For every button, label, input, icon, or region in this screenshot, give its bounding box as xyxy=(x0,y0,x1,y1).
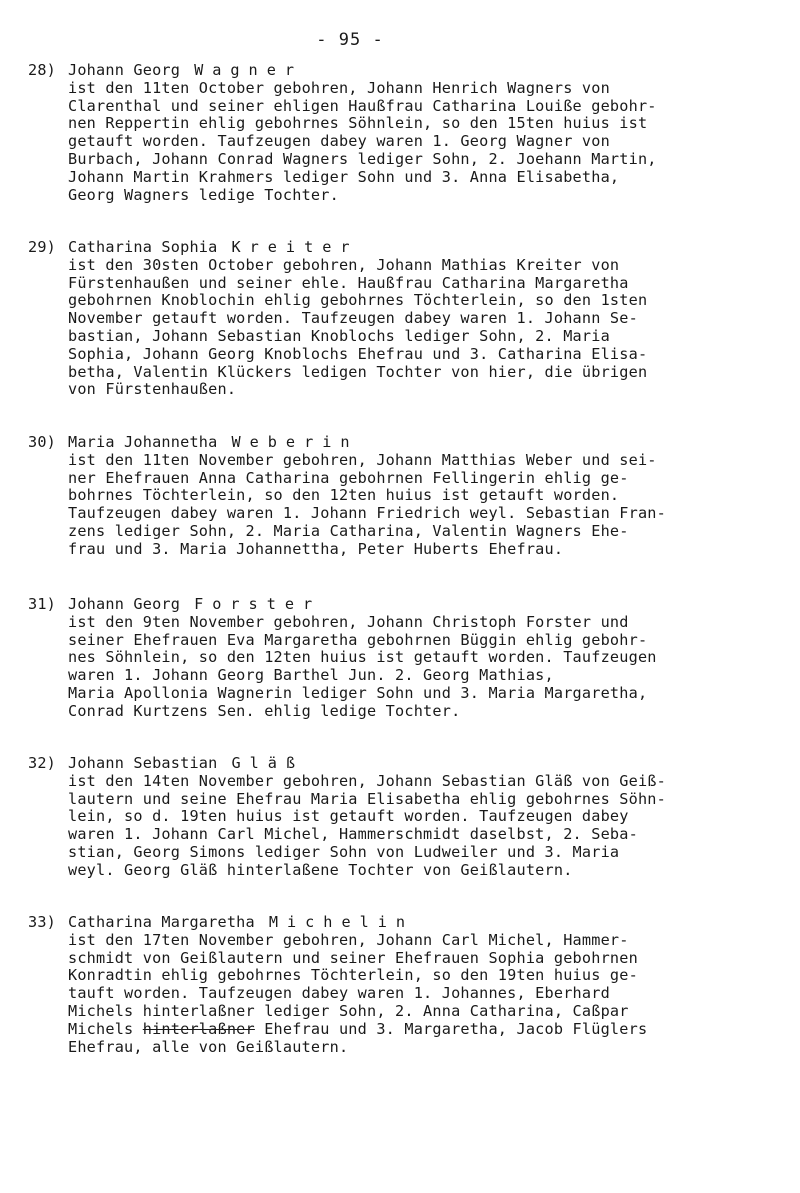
entry-heading xyxy=(28,914,788,932)
entry-line-with-strikethrough xyxy=(68,1021,788,1039)
entry-line: tauft worden. Taufzeugen dabey waren 1. Johannes, Eberhard xyxy=(68,984,610,1003)
entry-line: getauft worden. Taufzeugen dabey waren 1. Georg Wagner von xyxy=(68,132,610,151)
line-text: Michels xyxy=(68,1019,143,1038)
entry-given-names: Catharina Margaretha xyxy=(68,913,255,931)
entry-line: Maria Apollonia Wagnerin lediger Sohn und 3. Maria Margaretha, xyxy=(68,683,648,702)
entry-line: Clarenthal und seiner ehligen Haußfrau Catharina Louiße gebohr- xyxy=(68,96,657,115)
entry-line: ist den 11ten October gebohren, Johann Henrich Wagners von xyxy=(68,78,610,97)
entry-surname: Forster xyxy=(194,595,322,613)
entry-heading xyxy=(28,755,788,773)
entry-line: ist den 9ten November gebohren, Johann Christoph Forster und xyxy=(68,612,629,631)
baptism-entry xyxy=(28,239,788,399)
entry-body xyxy=(68,257,788,399)
entry-line: Sophia, Johann Georg Knoblochs Ehefrau und 3. Catharina Elisa- xyxy=(68,344,648,363)
entry-line: stian, Georg Simons lediger Sohn von Ludweiler und 3. Maria xyxy=(68,842,620,861)
entry-number: 29) xyxy=(28,238,57,256)
entry-line: ist den 30sten October gebohren, Johann Mathias Kreiter von xyxy=(68,255,620,274)
entry-line: lein, so d. 19ten huius ist getauft worden. Taufzeugen dabey xyxy=(68,807,629,826)
entry-number: 28) xyxy=(28,61,57,79)
entry-line: Georg Wagners ledige Tochter. xyxy=(68,185,339,204)
entry-body xyxy=(68,614,788,721)
entry-line: gebohrnen Knoblochin ehlig gebohrnes Töchterlein, so den 1sten xyxy=(68,291,648,310)
entry-number: 30) xyxy=(28,433,57,451)
entry-surname: Weberin xyxy=(231,433,359,451)
entry-surname: Wagner xyxy=(194,61,303,79)
entry-heading xyxy=(28,434,788,452)
entry-line: bastian, Johann Sebastian Knoblochs lediger Sohn, 2. Maria xyxy=(68,326,610,345)
entry-line: Conrad Kurtzens Sen. ehlig ledige Tochter. xyxy=(68,701,461,720)
entry-line: von Fürstenhaußen. xyxy=(68,380,237,399)
entry-line: November getauft worden. Taufzeugen dabey waren 1. Johann Se- xyxy=(68,309,638,328)
entry-line: Ehefrau, alle von Geißlautern. xyxy=(68,1037,349,1056)
entry-line: zens lediger Sohn, 2. Maria Catharina, Valentin Wagners Ehe- xyxy=(68,521,629,540)
entry-line: seiner Ehefrauen Eva Margaretha gebohrnen Büggin ehlig gebohr- xyxy=(68,630,648,649)
entry-surname: Gläß xyxy=(231,754,305,772)
entry-line: betha, Valentin Klückers ledigen Tochter von hier, die übrigen xyxy=(68,362,648,381)
entry-line: Fürstenhaußen und seiner ehle. Haußfrau Catharina Margaretha xyxy=(68,273,629,292)
entry-line: waren 1. Johann Carl Michel, Hammerschmidt daselbst, 2. Seba- xyxy=(68,825,638,844)
entry-given-names: Johann Georg xyxy=(68,595,181,613)
entry-heading xyxy=(28,239,788,257)
entry-line: Taufzeugen dabey waren 1. Johann Friedrich weyl. Sebastian Fran- xyxy=(68,504,666,523)
entry-line: Burbach, Johann Conrad Wagners lediger Sohn, 2. Joehann Martin, xyxy=(68,149,657,168)
entry-line: ist den 17ten November gebohren, Johann Carl Michel, Hammer- xyxy=(68,930,629,949)
entry-line: ner Ehefrauen Anna Catharina gebohrnen Fellingerin ehlig ge- xyxy=(68,468,629,487)
entry-body xyxy=(68,932,788,1057)
entry-body xyxy=(68,80,788,205)
baptism-entry xyxy=(28,596,788,721)
entry-number: 31) xyxy=(28,595,57,613)
entry-surname: Michelin xyxy=(268,913,415,931)
entry-line: ist den 14ten November gebohren, Johann Sebastian Gläß von Geiß- xyxy=(68,771,666,790)
entry-number: 33) xyxy=(28,913,57,931)
baptism-entry xyxy=(28,755,788,880)
entry-line: lautern und seine Ehefrau Maria Elisabetha ehlig gebohrnes Söhn- xyxy=(68,789,666,808)
entry-line: Konradtin ehlig gebohrnes Töchterlein, so den 19ten huius ge- xyxy=(68,966,638,985)
entry-given-names: Maria Johannetha xyxy=(68,433,218,451)
entry-line: nen Reppertin ehlig gebohrnes Söhnlein, so den 15ten huius ist xyxy=(68,114,648,133)
entry-heading xyxy=(28,62,788,80)
entry-body xyxy=(68,773,788,880)
struck-through-word: hinterlaßner xyxy=(142,1019,255,1038)
entry-given-names: Johann Georg xyxy=(68,61,181,79)
entry-line: ist den 11ten November gebohren, Johann Matthias Weber und sei- xyxy=(68,450,657,469)
entry-surname: Kreiter xyxy=(231,238,359,256)
entry-line: frau und 3. Maria Johannettha, Peter Huberts Ehefrau. xyxy=(68,539,564,558)
entry-heading xyxy=(28,596,788,614)
baptism-entry xyxy=(28,434,788,559)
baptism-entry xyxy=(28,62,788,204)
page-number: - 95 - xyxy=(316,30,384,50)
entry-given-names: Johann Sebastian xyxy=(68,754,218,772)
line-text: Ehefrau und 3. Margaretha, Jacob Flüglers xyxy=(254,1019,648,1038)
entry-line: waren 1. Johann Georg Barthel Jun. 2. Georg Mathias, xyxy=(68,666,554,685)
baptism-entry xyxy=(28,914,788,1056)
entry-line: bohrnes Töchterlein, so den 12ten huius ist getauft worden. xyxy=(68,486,620,505)
entry-body xyxy=(68,452,788,559)
entry-line: schmidt von Geißlautern und seiner Ehefrauen Sophia gebohrnen xyxy=(68,948,638,967)
entry-line: Johann Martin Krahmers lediger Sohn und 3. Anna Elisabetha, xyxy=(68,167,620,186)
entry-given-names: Catharina Sophia xyxy=(68,238,218,256)
entry-line: Michels hinterlaßner lediger Sohn, 2. Anna Catharina, Caßpar xyxy=(68,1001,629,1020)
entry-line: nes Söhnlein, so den 12ten huius ist getauft worden. Taufzeugen xyxy=(68,648,657,667)
entry-number: 32) xyxy=(28,754,57,772)
entry-line: weyl. Georg Gläß hinterlaßene Tochter von Geißlautern. xyxy=(68,860,573,879)
